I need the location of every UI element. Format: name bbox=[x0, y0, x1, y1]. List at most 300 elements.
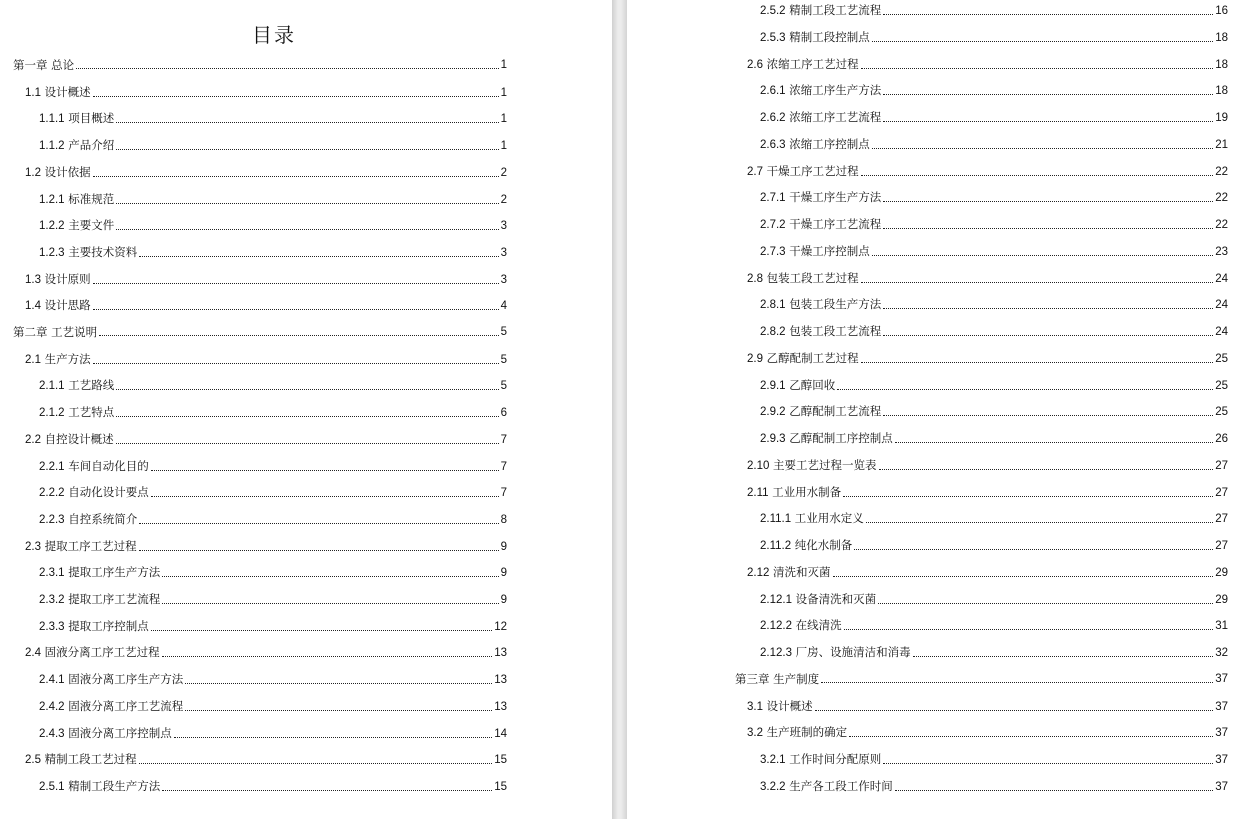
toc-entry-text: 产品介绍 bbox=[68, 138, 115, 153]
toc-page-number: 4 bbox=[500, 300, 507, 313]
toc-entry-number: 2.4.1 bbox=[39, 674, 65, 687]
toc-entry[interactable] bbox=[25, 272, 507, 287]
toc-entry-text: 纯化水制备 bbox=[794, 538, 853, 552]
toc-entry-number: 2.7.2 bbox=[760, 219, 786, 231]
toc-leader-dots bbox=[162, 603, 498, 604]
toc-entry-text: 包装工段生产方法 bbox=[789, 297, 882, 312]
toc-entry-text: 设备清洗和灭菌 bbox=[795, 591, 877, 606]
toc-entry[interactable] bbox=[760, 538, 1228, 553]
toc-leader-dots bbox=[93, 176, 499, 177]
toc-page-number: 16 bbox=[1215, 5, 1228, 17]
toc-entry-title bbox=[760, 404, 881, 419]
toc-entry-text: 设计思路 bbox=[44, 298, 91, 313]
toc-entry-text: 固液分离工序生产方法 bbox=[68, 672, 184, 687]
toc-page-number: 32 bbox=[1215, 647, 1228, 659]
toc-entry-number: 2.7 bbox=[747, 165, 763, 178]
toc-leader-dots bbox=[843, 496, 1213, 497]
toc-leader-dots bbox=[883, 763, 1213, 764]
toc-entry-number: 2.5.3 bbox=[760, 31, 786, 44]
toc-page-number: 22 bbox=[1215, 192, 1228, 205]
toc-entry-title bbox=[39, 726, 172, 741]
toc-entry[interactable] bbox=[760, 190, 1228, 205]
toc-entry-number: 2.12.1 bbox=[760, 593, 792, 606]
toc-entry-title bbox=[747, 271, 859, 286]
toc-list-left bbox=[0, 0, 612, 819]
toc-entry-title bbox=[760, 30, 870, 45]
toc-entry[interactable] bbox=[747, 271, 1228, 286]
toc-entry-number: 2.4 bbox=[25, 647, 41, 660]
toc-page-number: 23 bbox=[1215, 245, 1228, 258]
toc-entry-number: 2.12 bbox=[747, 566, 770, 579]
toc-entry[interactable] bbox=[760, 244, 1228, 259]
toc-page-number: 26 bbox=[1215, 433, 1228, 445]
toc-page-number: 9 bbox=[500, 594, 507, 606]
toc-leader-dots bbox=[837, 389, 1213, 390]
toc-entry-title bbox=[747, 351, 859, 366]
toc-entry-text: 第二章 工艺说明 bbox=[13, 325, 98, 339]
toc-entry[interactable] bbox=[747, 164, 1228, 179]
toc-entry-title bbox=[25, 165, 91, 180]
toc-page-number: 5 bbox=[500, 326, 507, 338]
toc-page-number: 37 bbox=[1215, 672, 1228, 685]
toc-entry-number: 1.1.2 bbox=[39, 140, 65, 153]
toc-entry-text: 提取工序工艺过程 bbox=[44, 538, 137, 553]
toc-entry[interactable] bbox=[760, 431, 1228, 446]
toc-entry-number: 2.7.3 bbox=[760, 245, 786, 258]
toc-entry[interactable] bbox=[760, 83, 1228, 98]
toc-entry[interactable] bbox=[760, 511, 1228, 526]
toc-leader-dots bbox=[913, 656, 1214, 657]
toc-entry-text: 提取工序控制点 bbox=[68, 618, 149, 633]
toc-page-number: 37 bbox=[1215, 727, 1228, 740]
toc-entry-title bbox=[25, 432, 114, 447]
toc-entry[interactable] bbox=[760, 137, 1228, 152]
toc-entry-text: 生产方法 bbox=[44, 351, 91, 366]
toc-entry-title bbox=[39, 485, 149, 500]
toc-leader-dots bbox=[872, 255, 1213, 256]
toc-entry-title bbox=[760, 83, 881, 98]
toc-entry[interactable] bbox=[25, 752, 507, 767]
toc-entry-number: 1.3 bbox=[25, 273, 41, 286]
toc-leader-dots bbox=[162, 656, 493, 657]
toc-leader-dots bbox=[139, 523, 498, 524]
toc-entry-title bbox=[13, 325, 97, 339]
toc-leader-dots bbox=[116, 416, 498, 417]
toc-page-number: 12 bbox=[494, 620, 507, 633]
toc-entry[interactable] bbox=[25, 539, 507, 554]
toc-entry-title bbox=[747, 57, 859, 72]
toc-entry-number: 2.4.2 bbox=[39, 700, 65, 713]
toc-entry[interactable] bbox=[747, 458, 1228, 473]
toc-entry-text: 包装工段工艺过程 bbox=[766, 270, 859, 285]
toc-entry-title bbox=[760, 217, 881, 232]
toc-page-number: 14 bbox=[494, 727, 507, 740]
toc-entry[interactable] bbox=[39, 111, 507, 126]
toc-entry-number: 1.4 bbox=[25, 300, 41, 313]
toc-entry[interactable] bbox=[13, 58, 507, 72]
toc-entry-title bbox=[39, 699, 183, 714]
toc-entry[interactable] bbox=[760, 752, 1228, 767]
toc-leader-dots bbox=[861, 362, 1214, 363]
toc-leader-dots bbox=[815, 710, 1214, 711]
toc-page-right bbox=[627, 0, 1245, 819]
toc-page-number: 37 bbox=[1215, 780, 1228, 793]
toc-entry-title bbox=[760, 324, 881, 339]
toc-leader-dots bbox=[854, 549, 1213, 550]
toc-leader-dots bbox=[861, 68, 1214, 69]
toc-entry-number: 1.2 bbox=[25, 166, 41, 179]
toc-title: 目录 bbox=[252, 23, 296, 47]
toc-entry-text: 干燥工序工艺流程 bbox=[789, 217, 882, 231]
toc-entry[interactable] bbox=[747, 485, 1228, 500]
toc-entry[interactable] bbox=[760, 378, 1228, 393]
toc-entry[interactable] bbox=[747, 565, 1228, 580]
toc-entry-text: 固液分离工序工艺过程 bbox=[44, 645, 160, 660]
toc-leader-dots bbox=[883, 121, 1213, 122]
toc-entry[interactable] bbox=[760, 645, 1228, 660]
toc-entry[interactable] bbox=[25, 298, 507, 313]
toc-entry[interactable] bbox=[25, 165, 507, 180]
toc-entry-title bbox=[735, 672, 819, 686]
toc-entry-title bbox=[760, 618, 842, 633]
toc-entry-text: 提取工序生产方法 bbox=[68, 565, 161, 580]
toc-leader-dots bbox=[185, 710, 492, 711]
toc-entry[interactable] bbox=[39, 485, 507, 500]
toc-entry-number: 2.8.1 bbox=[760, 299, 786, 312]
toc-entry-title bbox=[39, 459, 149, 474]
toc-entry-number: 1.1.1 bbox=[39, 113, 65, 126]
toc-entry-number: 1.1 bbox=[25, 86, 41, 99]
toc-page-number: 37 bbox=[1215, 700, 1228, 713]
toc-entry-number: 2.2.2 bbox=[39, 487, 65, 500]
toc-entry[interactable] bbox=[735, 672, 1228, 686]
toc-entry-text: 主要文件 bbox=[68, 218, 115, 233]
toc-entry[interactable] bbox=[39, 138, 507, 153]
toc-leader-dots bbox=[93, 96, 499, 97]
toc-leader-dots bbox=[116, 122, 498, 123]
toc-entry[interactable] bbox=[39, 699, 507, 714]
toc-entry-number: 2.1.1 bbox=[39, 380, 65, 393]
toc-entry-number: 2.6.3 bbox=[760, 138, 786, 151]
toc-entry-number: 2.4.3 bbox=[39, 727, 65, 740]
toc-entry[interactable] bbox=[39, 565, 507, 580]
toc-entry-text: 设计概述 bbox=[766, 698, 813, 713]
toc-entry[interactable] bbox=[39, 405, 507, 420]
toc-entry-title bbox=[760, 645, 911, 660]
toc-leader-dots bbox=[872, 41, 1213, 42]
toc-entry-title bbox=[25, 645, 160, 660]
toc-entry-text: 设计原则 bbox=[44, 271, 91, 286]
toc-entry-number: 2.8 bbox=[747, 272, 763, 285]
toc-page-number: 1 bbox=[500, 59, 507, 71]
toc-entry-text: 浓缩工序生产方法 bbox=[789, 83, 882, 98]
toc-entry-number: 2.8.2 bbox=[760, 326, 786, 338]
toc-leader-dots bbox=[162, 790, 492, 791]
toc-leader-dots bbox=[879, 469, 1214, 470]
toc-entry[interactable] bbox=[760, 110, 1228, 125]
toc-leader-dots bbox=[821, 682, 1213, 683]
toc-leader-dots bbox=[895, 442, 1213, 443]
toc-entry-title bbox=[25, 752, 137, 767]
toc-entry-number: 2.12.2 bbox=[760, 620, 792, 633]
toc-entry-title bbox=[747, 458, 877, 473]
toc-entry-text: 固液分离工序控制点 bbox=[68, 725, 172, 740]
toc-entry-title bbox=[39, 192, 114, 207]
toc-leader-dots bbox=[116, 229, 498, 230]
page-gutter bbox=[612, 0, 627, 819]
toc-entry[interactable] bbox=[39, 779, 507, 794]
toc-entry-number: 2.9 bbox=[747, 352, 763, 365]
toc-entry-text: 项目概述 bbox=[68, 111, 115, 126]
toc-entry-number: 3.2.2 bbox=[760, 780, 786, 793]
toc-leader-dots bbox=[844, 629, 1214, 630]
toc-entry-title bbox=[760, 779, 893, 794]
toc-leader-dots bbox=[872, 148, 1213, 149]
toc-page-number: 2 bbox=[500, 166, 507, 179]
toc-entry[interactable] bbox=[39, 592, 507, 607]
toc-leader-dots bbox=[185, 683, 492, 684]
toc-page-number: 37 bbox=[1215, 754, 1228, 766]
toc-entry[interactable] bbox=[39, 459, 507, 474]
toc-entry[interactable] bbox=[39, 672, 507, 687]
toc-entry-number: 2.5 bbox=[25, 754, 41, 767]
toc-page-number: 5 bbox=[500, 353, 507, 366]
toc-page-number: 8 bbox=[500, 513, 507, 526]
toc-entry-title bbox=[39, 779, 160, 794]
toc-entry-text: 浓缩工序工艺流程 bbox=[789, 110, 882, 124]
toc-entry[interactable] bbox=[39, 619, 507, 634]
toc-entry[interactable] bbox=[760, 324, 1228, 339]
toc-entry-text: 浓缩工序控制点 bbox=[789, 136, 870, 151]
toc-entry-number: 2.9.1 bbox=[760, 379, 786, 392]
toc-entry-title bbox=[747, 485, 841, 500]
toc-entry-title bbox=[760, 378, 835, 393]
toc-entry-text: 乙醇配制工艺流程 bbox=[789, 404, 882, 419]
toc-leader-dots bbox=[139, 256, 498, 257]
toc-page-number: 15 bbox=[494, 780, 507, 793]
toc-entry[interactable] bbox=[747, 57, 1228, 72]
toc-entry-title bbox=[760, 110, 881, 125]
toc-page-number: 29 bbox=[1215, 593, 1228, 606]
toc-entry[interactable] bbox=[25, 85, 507, 100]
toc-entry-number: 2.3.2 bbox=[39, 594, 65, 606]
toc-entry-title bbox=[760, 3, 881, 18]
toc-entry[interactable] bbox=[25, 352, 507, 367]
toc-entry-text: 乙醇配制工序控制点 bbox=[789, 431, 893, 445]
toc-page-number: 27 bbox=[1215, 513, 1228, 526]
toc-entry-number: 2.1 bbox=[25, 353, 41, 366]
toc-page-number: 6 bbox=[500, 407, 507, 420]
toc-entry[interactable] bbox=[760, 3, 1228, 18]
toc-page-number: 7 bbox=[500, 433, 507, 446]
toc-entry-number: 3.2.1 bbox=[760, 754, 786, 766]
toc-entry-number: 2.3.1 bbox=[39, 567, 65, 580]
toc-entry-title bbox=[760, 297, 881, 312]
toc-page-number: 18 bbox=[1215, 58, 1228, 71]
toc-page-left bbox=[0, 0, 612, 819]
toc-entry-text: 提取工序工艺流程 bbox=[68, 592, 161, 606]
toc-leader-dots bbox=[883, 201, 1213, 202]
toc-page-number: 22 bbox=[1215, 219, 1228, 231]
toc-page-number: 1 bbox=[500, 113, 507, 126]
toc-entry-title bbox=[747, 565, 831, 580]
toc-entry[interactable] bbox=[760, 30, 1228, 45]
toc-entry-text: 工艺路线 bbox=[68, 378, 115, 393]
toc-entry-text: 自控系统简介 bbox=[68, 511, 138, 526]
toc-entry[interactable] bbox=[39, 218, 507, 233]
toc-entry-text: 主要技术资料 bbox=[68, 244, 138, 259]
toc-page-number: 3 bbox=[500, 246, 507, 259]
toc-entry[interactable] bbox=[760, 404, 1228, 419]
toc-entry[interactable] bbox=[760, 779, 1228, 794]
toc-entry-text: 标准规范 bbox=[68, 191, 115, 206]
toc-page-number: 5 bbox=[500, 380, 507, 393]
toc-entry-title bbox=[39, 245, 137, 260]
toc-page-number: 18 bbox=[1215, 85, 1228, 98]
toc-entry-text: 工业用水定义 bbox=[794, 511, 864, 526]
toc-entry-number: 2.5.1 bbox=[39, 780, 65, 793]
toc-list-right bbox=[627, 0, 1245, 819]
toc-entry[interactable] bbox=[760, 618, 1228, 633]
toc-entry[interactable] bbox=[760, 217, 1228, 232]
toc-entry-number: 2.10 bbox=[747, 459, 770, 472]
toc-entry-title bbox=[25, 272, 91, 287]
toc-entry-text: 第一章 总论 bbox=[13, 58, 75, 72]
toc-entry-text: 车间自动化目的 bbox=[68, 458, 149, 473]
toc-page-number: 2 bbox=[500, 193, 507, 206]
toc-leader-dots bbox=[883, 335, 1213, 336]
toc-entry-text: 固液分离工序工艺流程 bbox=[68, 698, 184, 713]
toc-page-number: 13 bbox=[494, 647, 507, 660]
toc-leader-dots bbox=[139, 550, 499, 551]
toc-page-number: 25 bbox=[1215, 406, 1228, 419]
toc-entry[interactable] bbox=[747, 699, 1228, 714]
toc-entry-title bbox=[760, 538, 852, 553]
toc-leader-dots bbox=[116, 203, 498, 204]
toc-entry-number: 2.11 bbox=[747, 486, 769, 499]
toc-page-number: 15 bbox=[494, 754, 507, 767]
toc-entry-number: 2.11.1 bbox=[760, 513, 792, 526]
toc-entry-title bbox=[760, 190, 881, 205]
toc-page-number: 18 bbox=[1215, 31, 1228, 44]
toc-entry-text: 干燥工序生产方法 bbox=[789, 190, 882, 205]
toc-entry-title bbox=[39, 672, 183, 687]
toc-page-number: 1 bbox=[500, 140, 507, 153]
toc-entry-number: 2.9.2 bbox=[760, 406, 786, 419]
toc-leader-dots bbox=[883, 228, 1213, 229]
toc-page-number: 21 bbox=[1215, 138, 1228, 151]
toc-entry-number: 2.3 bbox=[25, 540, 41, 553]
toc-leader-dots bbox=[93, 309, 499, 310]
toc-page-number: 9 bbox=[500, 567, 507, 580]
toc-leader-dots bbox=[93, 363, 499, 364]
toc-entry-text: 工作时间分配原则 bbox=[789, 752, 882, 766]
toc-leader-dots bbox=[883, 14, 1213, 15]
toc-entry[interactable] bbox=[13, 325, 507, 339]
toc-entry-text: 精制工段控制点 bbox=[789, 29, 870, 44]
toc-entry-number: 2.11.2 bbox=[760, 540, 792, 552]
toc-page-number: 25 bbox=[1215, 352, 1228, 365]
toc-entry-number: 1.2.1 bbox=[39, 193, 65, 206]
toc-page-number: 1 bbox=[500, 86, 507, 99]
toc-entry-title bbox=[13, 58, 74, 72]
toc-entry-title bbox=[25, 539, 137, 554]
toc-leader-dots bbox=[883, 308, 1213, 309]
toc-page-number: 24 bbox=[1215, 299, 1228, 312]
toc-page-number: 31 bbox=[1215, 620, 1228, 633]
toc-leader-dots bbox=[162, 576, 498, 577]
toc-entry-title bbox=[39, 512, 137, 527]
toc-entry-number: 1.2.3 bbox=[39, 246, 65, 259]
toc-entry-text: 干燥工序工艺过程 bbox=[766, 163, 859, 178]
toc-entry-title bbox=[39, 111, 114, 126]
toc-entry-text: 工艺特点 bbox=[68, 405, 115, 420]
toc-entry-title bbox=[25, 352, 91, 367]
toc-page-number: 7 bbox=[500, 487, 507, 500]
toc-entry-number: 2.2.1 bbox=[39, 460, 65, 473]
toc-page-number: 22 bbox=[1215, 165, 1228, 178]
toc-leader-dots bbox=[116, 389, 498, 390]
toc-page-number: 3 bbox=[500, 273, 507, 286]
toc-entry-title bbox=[39, 218, 114, 233]
toc-entry-text: 生产各工段工作时间 bbox=[789, 778, 893, 793]
toc-entry-title bbox=[760, 511, 864, 526]
toc-entry-number: 2.2.3 bbox=[39, 513, 65, 526]
toc-entry[interactable] bbox=[760, 297, 1228, 312]
toc-entry[interactable] bbox=[747, 351, 1228, 366]
toc-page-number: 24 bbox=[1215, 326, 1228, 338]
toc-entry-text: 主要工艺过程一览表 bbox=[773, 457, 877, 472]
toc-entry[interactable] bbox=[39, 192, 507, 207]
toc-entry-title bbox=[39, 378, 114, 393]
toc-entry-text: 浓缩工序工艺过程 bbox=[766, 56, 859, 71]
toc-leader-dots bbox=[861, 282, 1214, 283]
toc-entry-title bbox=[747, 164, 859, 179]
toc-entry-number: 2.2 bbox=[25, 433, 41, 446]
toc-entry-text: 厂房、设施清洁和消毒 bbox=[795, 645, 911, 659]
toc-page-number: 19 bbox=[1215, 112, 1228, 124]
toc-page-number: 27 bbox=[1215, 540, 1228, 552]
toc-entry-title bbox=[39, 592, 160, 607]
toc-entry[interactable] bbox=[747, 725, 1228, 740]
toc-leader-dots bbox=[833, 576, 1214, 577]
toc-entry-text: 包装工段工艺流程 bbox=[789, 324, 882, 338]
toc-entry[interactable] bbox=[39, 245, 507, 260]
toc-entry-text: 工业用水制备 bbox=[772, 484, 842, 499]
toc-entry[interactable] bbox=[760, 592, 1228, 607]
toc-entry-number: 2.12.3 bbox=[760, 647, 792, 659]
toc-leader-dots bbox=[151, 470, 499, 471]
toc-leader-dots bbox=[139, 763, 493, 764]
toc-page-number: 24 bbox=[1215, 272, 1228, 285]
toc-entry-text: 精制工段工艺流程 bbox=[789, 3, 882, 17]
toc-entry[interactable] bbox=[39, 378, 507, 393]
toc-entry-title bbox=[25, 298, 91, 313]
toc-entry-number: 1.2.2 bbox=[39, 220, 65, 233]
toc-entry[interactable] bbox=[25, 432, 507, 447]
toc-entry-text: 乙醇回收 bbox=[789, 377, 836, 392]
toc-leader-dots bbox=[76, 68, 498, 69]
toc-entry-title bbox=[760, 244, 870, 259]
toc-leader-dots bbox=[93, 283, 499, 284]
toc-page-number: 9 bbox=[500, 540, 507, 553]
toc-entry[interactable] bbox=[39, 512, 507, 527]
toc-entry-title bbox=[760, 137, 870, 152]
toc-entry[interactable] bbox=[25, 645, 507, 660]
toc-leader-dots bbox=[849, 736, 1213, 737]
toc-entry-text: 生产班制的确定 bbox=[766, 725, 848, 740]
toc-entry[interactable] bbox=[39, 726, 507, 741]
